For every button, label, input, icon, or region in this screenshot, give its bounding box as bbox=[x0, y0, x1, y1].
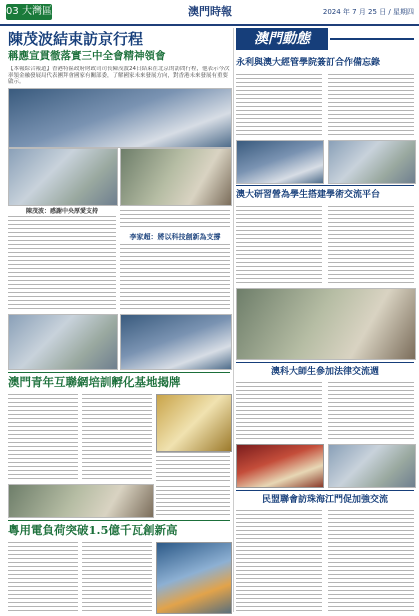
macau-story2-group-photo bbox=[236, 288, 416, 360]
macau-story2-headline: 澳大研習營為學生搭建學術交流平台 bbox=[236, 190, 381, 200]
macau-story1-photo-right bbox=[328, 140, 416, 184]
macau-story2-body-col2 bbox=[328, 206, 414, 284]
power-headline: 粵用電負荷突破1.5億千瓦創新高 bbox=[8, 523, 178, 537]
lead-body-col2b bbox=[120, 244, 230, 312]
youth-body-col4 bbox=[156, 486, 230, 516]
lead-photo-caption: 陳茂波：感謝中央厚愛支持 bbox=[25, 208, 98, 215]
divider bbox=[8, 372, 230, 373]
macau-story1-headline: 永利與澳大經管學院簽訂合作備忘錄 bbox=[236, 58, 381, 68]
paper-name: 澳門時報 bbox=[188, 5, 232, 18]
macau-story4-body-col2 bbox=[328, 510, 414, 612]
section-number: 03 bbox=[6, 6, 19, 17]
lead-subhead: 【本報綜合報道】香港特區政府財政司司長陳茂波24日結束在北京的訪問行程，他表示今次率領金融發展局代表團拜會國家有關部委，了解國家未來發展方向，對香港未來發展有重要啟示。 bbox=[8, 66, 230, 85]
youth-headline: 澳門青年互聯網培訓孵化基地揭牌 bbox=[8, 375, 181, 389]
power-body-col2 bbox=[82, 542, 152, 612]
divider bbox=[236, 490, 414, 491]
macau-story1-body-col2 bbox=[328, 74, 414, 138]
lead-body-col1 bbox=[8, 216, 116, 312]
divider bbox=[236, 362, 414, 363]
meeting-photo-right bbox=[120, 148, 232, 206]
macau-story3-photo-left bbox=[236, 444, 324, 488]
divider bbox=[8, 520, 230, 521]
macau-story4-body-col1 bbox=[236, 510, 322, 612]
lead-body-col2a bbox=[120, 210, 230, 230]
unveiling-photo bbox=[8, 484, 154, 518]
officials-photo-left bbox=[8, 314, 118, 370]
meeting-photo-left bbox=[8, 148, 118, 206]
youth-body-col2 bbox=[82, 394, 152, 482]
macau-story1-photo-left bbox=[236, 140, 324, 184]
macau-story3-body-col2 bbox=[328, 382, 414, 442]
macau-story3-photo-right bbox=[328, 444, 416, 488]
power-worker-photo bbox=[156, 542, 232, 614]
column-rule bbox=[233, 28, 234, 612]
lead-headline-1: 陳茂波結束訪京行程 bbox=[8, 30, 144, 48]
youth-body-col3 bbox=[156, 452, 230, 482]
macau-news-banner: 澳門動態 bbox=[236, 28, 328, 50]
macau-story3-headline: 澳科大師生參加法律交流週 bbox=[270, 367, 379, 377]
section-name: 大灣區 bbox=[21, 6, 52, 17]
macau-story1-body-col1 bbox=[236, 74, 322, 138]
officials-photo-right bbox=[120, 314, 232, 370]
lead-headline-2: 稱應宣貫徹落實三中全會精神領會 bbox=[8, 50, 166, 62]
issue-date: 2024 年 7 月 25 日 / 星期四 bbox=[322, 8, 414, 16]
plaque-photo bbox=[156, 394, 232, 452]
divider bbox=[236, 185, 414, 186]
macau-story4-headline: 民盟聯會訪珠海江門促加強交流 bbox=[261, 495, 388, 505]
section-badge bbox=[6, 4, 52, 20]
mid-headline: 李家超：將以科技創新為支撐 bbox=[129, 233, 221, 241]
lead-photo bbox=[8, 88, 232, 148]
youth-body-col1 bbox=[8, 394, 78, 482]
banner-rule bbox=[330, 38, 414, 40]
macau-story3-body-col1 bbox=[236, 382, 322, 442]
macau-story2-body-col1 bbox=[236, 206, 322, 284]
power-body-col1 bbox=[8, 542, 78, 612]
